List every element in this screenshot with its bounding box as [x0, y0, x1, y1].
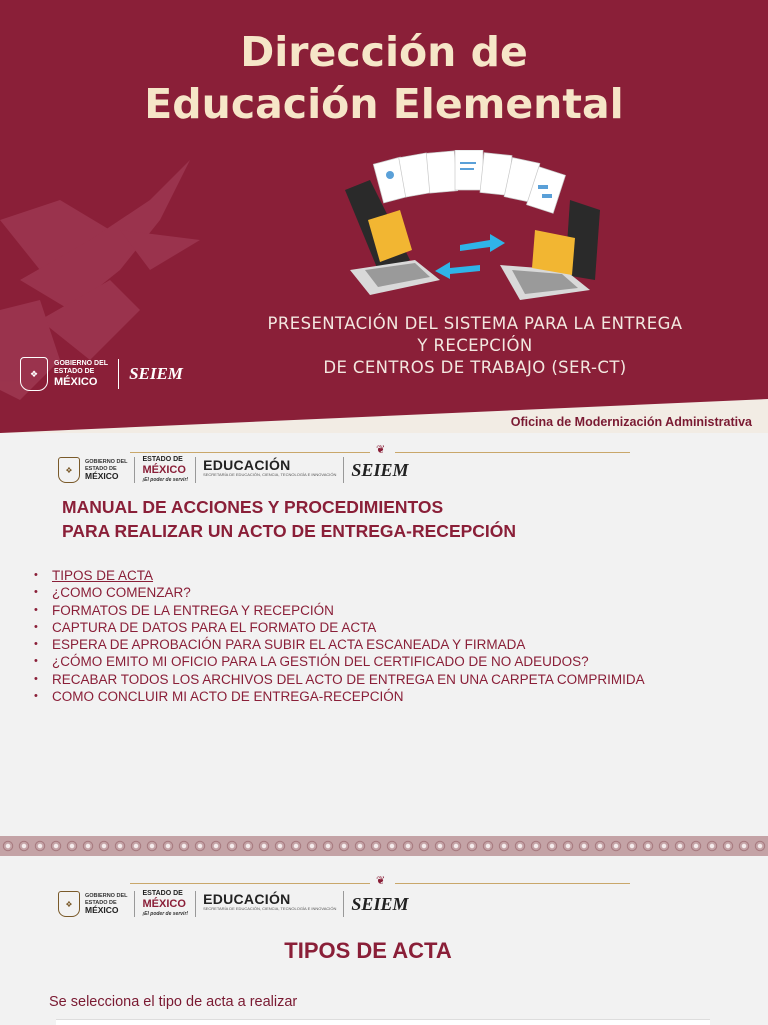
table-of-contents	[34, 567, 645, 705]
ornament-divider	[0, 836, 768, 856]
file-transfer-illustration	[340, 150, 610, 310]
toc-item: • FORMATOS DE LA ENTREGA Y RECEPCIÓN	[34, 602, 645, 619]
institution-header	[58, 889, 408, 919]
section-body: Se selecciona el tipo de acta a realizar	[49, 994, 298, 1010]
manual-slide	[0, 433, 768, 836]
toc-item: • RECABAR TODOS LOS ARCHIVOS DEL ACTO DE ENTREGA EN UNA CARPETA COMPRIMIDA	[34, 671, 645, 688]
coat-of-arms-icon: ❖	[20, 357, 48, 391]
tipos-de-acta-slide	[0, 856, 768, 1024]
flower-ornament-icon: ❦	[376, 444, 386, 456]
manual-title: MANUAL DE ACCIONES Y PROCEDIMIENTOS PARA REALIZAR UN ACTO DE ENTREGA-RECEPCIÓN	[62, 497, 517, 541]
gov-edomex-logo: GOBIERNO DEL ESTADO DE MÉXICO	[54, 360, 109, 388]
gov-edomex-logo: GOBIERNO DEL ESTADO DE MÉXICO	[85, 459, 128, 481]
screenshot-frame	[56, 1019, 710, 1025]
toc-item: • ESPERA DE APROBACIÓN PARA SUBIR EL ACTA ESCANEADA Y FIRMADA	[34, 636, 645, 653]
educacion-logo: EDUCACIÓN SECRETARÍA DE EDUCACIÓN, CIENCIA, TECNOLOGÍA E INNOVACIÓN	[203, 891, 337, 911]
toc-item: • CAPTURA DE DATOS PARA EL FORMATO DE ACTA	[34, 619, 645, 636]
toc-item: • ¿COMO COMENZAR?	[34, 584, 645, 601]
section-title: TIPOS DE ACTA	[284, 938, 452, 963]
transfer-arrows-icon	[435, 234, 505, 279]
toc-item: • COMO CONCLUIR MI ACTO DE ENTREGA-RECEPCIÓN	[34, 688, 645, 705]
educacion-logo: EDUCACIÓN SECRETARÍA DE EDUCACIÓN, CIENCIA, TECNOLOGÍA E INNOVACIÓN	[203, 457, 337, 477]
gov-edomex-logo: GOBIERNO DEL ESTADO DE MÉXICO	[85, 893, 128, 915]
edomex-logo: ESTADO DE MÉXICO ¡El poder de servir!	[142, 456, 189, 483]
header-gold-line-left	[130, 452, 370, 453]
logo-divider	[118, 359, 119, 389]
documents-icon	[373, 150, 565, 213]
cover-slide	[0, 0, 768, 433]
cover-subtitle: PRESENTACIÓN DEL SISTEMA PARA LA ENTREGA Y RECEPCIÓN DE CENTROS DE TRABAJO (SER-CT)	[267, 314, 683, 377]
edomex-logo: ESTADO DE MÉXICO ¡El poder de servir!	[142, 890, 189, 917]
institution-header	[58, 455, 408, 485]
flower-ornament-icon: ❦	[376, 875, 386, 887]
toc-item: • ¿CÓMO EMITO MI OFICIO PARA LA GESTIÓN DEL CERTIFICADO DE NO ADEUDOS?	[34, 653, 645, 670]
header-gold-line-left	[130, 883, 370, 884]
cover-title: Dirección de Educación Elemental	[144, 28, 624, 128]
office-name: Oficina de Modernización Administrativa	[510, 415, 752, 429]
header-gold-line	[395, 883, 630, 884]
right-laptop-icon	[500, 200, 600, 300]
toc-item-tipos-de-acta[interactable]: • TIPOS DE ACTA	[34, 567, 645, 584]
seiem-logo: SEIEM	[129, 364, 183, 383]
seiem-logo: SEIEM	[351, 459, 409, 480]
coat-of-arms-icon: ❖	[58, 457, 80, 483]
seiem-logo: SEIEM	[351, 893, 409, 914]
cover-logos	[20, 356, 183, 392]
coat-of-arms-icon: ❖	[58, 891, 80, 917]
header-gold-line	[395, 452, 630, 453]
